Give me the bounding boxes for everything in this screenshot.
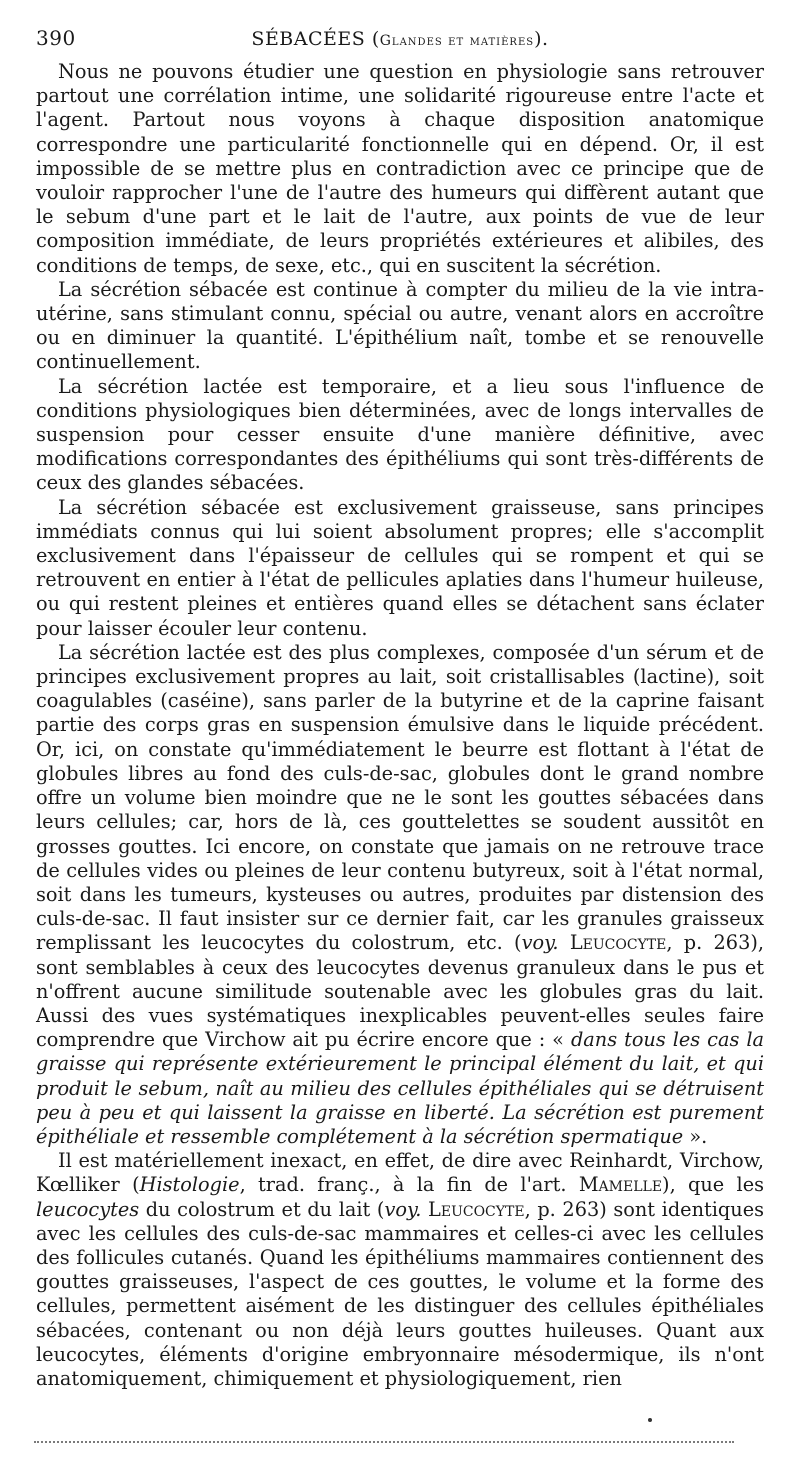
page-header (36, 26, 764, 60)
paragraph-3: La sécrétion lactée est temporaire, et a lieu sous l'influence de conditions physiologiques bien déterminées, avec de longs intervalles de suspension pour cesser ensuite d'une manière définitive, avec modifications correspondantes des épithéliums qui sont très-différents de ceux des glandes sébacées. (36, 374, 764, 495)
paragraph-5-text-b: , p. 263), sont semblables à ceux des leucocytes devenus granuleux dans le pus et n'offrent aucune similitude soutenable avec les globules gras du lait. Aussi des vues systématiques inexplicables peuvent-elles seules faire comprendre que Virchow ait pu écrire encore que : « (36, 931, 764, 1052)
paragraph-5-text-c: ». (683, 1124, 708, 1148)
running-head-subtitle: Glandes et matières (379, 33, 535, 49)
paragraph-6-ref-mamelle: Mamelle (578, 1173, 663, 1197)
paragraph-1: Nous ne pouvons étudier une question en physiologie sans retrouver partout une corrélation intime, une solidarité rigoureuse entre l'acte et l'agent. Partout nous voyons à chaque disposition anatomique correspondre une particularité fonctionnelle qui en dépend. Or, il est impossible de se mettre plus en contradiction avec ce principe que de vouloir rapprocher l'une de l'autre des humeurs qui diffèrent autant que le sebum d'une part et le lait de l'autre, aux points de vue de leur composition immédiate, de leurs propriétés extérieures et alibiles, des conditions de temps, de sexe, etc., qui en suscitent la sécrétion. (36, 60, 764, 277)
paragraph-6-text-a: Il est matériellement inexact, en effet, de dire avec Reinhardt, Virchow, Kœlliker ( (36, 1149, 764, 1197)
paragraph-6-voy: voy. (384, 1197, 422, 1221)
paragraph-6-text-b: , trad. franç., à la fin de l'art. (239, 1173, 579, 1197)
paragraph-6-text-c: ), que les (662, 1173, 764, 1197)
paragraph-5-voy: voy. (521, 931, 559, 955)
page (36, 26, 764, 1391)
running-head-main: SÉBACÉES ( (251, 28, 380, 50)
paragraph-6 (36, 1149, 764, 1391)
paragraph-2: La sécrétion sébacée est continue à compter du milieu de la vie intra-utérine, sans stimulant connu, spécial ou autre, venant alors en accroître ou en diminuer la quantité. L'épithélium naît, tombe et se renouvelle continuellement. (36, 277, 764, 374)
running-head-end: ). (534, 28, 549, 50)
page-number: 390 (36, 26, 76, 50)
footer-dotted-rule (34, 1441, 734, 1443)
paragraph-6-text-f: , p. 263) sont identiques avec les cellules des culs-de-sac mammaires et celles-ci avec les cellules des follicules cutanés. Quand les épithéliums mammaires contiennent des gouttes graisseuses, l'aspect de ces gouttes, le volume et la forme des cellules, permettent aisément de les distinguer des cellules épithéliales sébacées, contenant ou non déjà leurs gouttes huileuses. Quant aux leucocytes, éléments d'origine embryonnaire mésodermique, ils n'ont anatomiquement, chimiquement et physiologiquement, rien (36, 1197, 764, 1390)
paragraph-5-ref: Leucocyte (569, 931, 667, 955)
paragraph-4: La sécrétion sébacée est exclusivement graisseuse, sans principes immédiats connus qui lui soient absolument propres; elle s'accomplit exclusivement dans l'épaisseur de cellules qui se rompent et qui se retrouvent en entier à l'état de pellicules aplaties dans l'humeur huileuse, ou qui restent pleines et entières quand elles se détachent sans éclater pour laisser écouler leur contenu. (36, 495, 764, 640)
running-head (36, 28, 764, 50)
paragraph-6-ref-leucocyte: Leucocyte (428, 1197, 525, 1221)
paragraph-5-text-a: La sécrétion lactée est des plus complexes, composée d'un sérum et de principes exclusivement propres au lait, soit cristallisables (lactine), soit coagulables (caséine), sans parler de la butyrine et de la caprine faisant partie des corps gras en suspension émulsive dans le liquide précédent. Or, ici, on constate qu'immédiatement le beurre est flottant à l'état de globules libres au fond des culs-de-sac, globules dont le grand nombre offre un volume bien moindre que ne le sont les gouttes sébacées dans leurs cellules; car, hors de là, ces gouttelettes se soudent aussitôt en grosses gouttes. Ici encore, on constate que jamais on ne retrouve trace de cellules vides ou pleines de leur contenu butyreux, soit à l'état normal, soit dans les tumeurs, kysteuses ou autres, produites par distension des culs-de-sac. Il faut insister sur ce dernier fait, car les granules graisseux remplissant les leucocytes du colostrum, etc. ( (36, 640, 764, 955)
page-speck (648, 1418, 652, 1422)
paragraph-5 (36, 641, 764, 1149)
paragraph-5-quote: dans tous les cas la graisse qui représente extérieurement le principal élément du lait, et qui produit le sebum, naît au milieu des cellules épithéliales qui se détruisent peu à peu et qui laissent la graisse en liberté. La sécrétion est purement épithéliale et ressemble complétement à la sécrétion spermatique (36, 1028, 764, 1148)
paragraph-6-leucocytes: leucocytes (36, 1197, 140, 1221)
paragraph-6-histologie: Histologie (139, 1173, 240, 1197)
paragraph-6-text-d: du colostrum et du lait ( (139, 1197, 385, 1221)
